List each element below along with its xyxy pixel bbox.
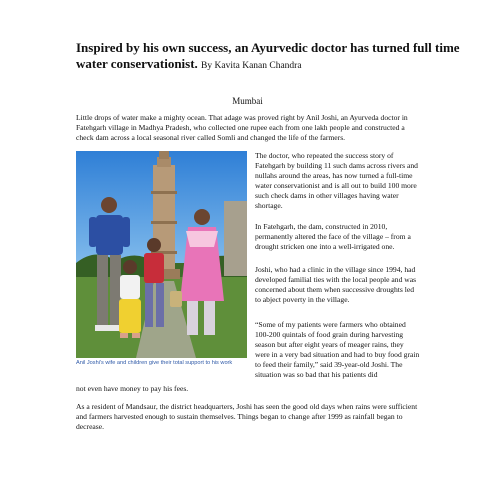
- family-photo: [76, 151, 247, 358]
- paragraph-intro: Little drops of water make a mighty ocean. That adage was proved right by Anil Joshi, an Ayurveda doctor in Fatehgarh village in Madhya Pradesh, who collected one rupee each from one lakh people and constructed a check dam across a local seasonal river called Somli and changed the life of the farmers.: [76, 113, 408, 142]
- paragraph-doctor: The doctor, who repeated the success story of Fatehgarh by building 11 such dams across rivers and nullahs around the areas, has now turned a full-time water conservationist and is all out to build 100 more such check dams in other villages having water shortage.: [255, 151, 418, 210]
- paragraph-clinic: Joshi, who had a clinic in the village since 1994, had developed familial ties with the local people and was concerned about them when successive droughts led to abject poverty in the village.: [255, 265, 417, 304]
- paragraph-dam: In Fatehgarh, the dam, constructed in 2010, permanently altered the face of the village – from a drought stricken one into a well-irrigated one.: [255, 222, 411, 251]
- paragraph-quote: “Some of my patients were farmers who obtained 100-200 quintals of food grain during harvesting season but after eight years of meager rains, they were in a very bad situation and had to buy food grain to feed their family,” said 39-year-old Joshi. The situation was so bad that his patients did: [255, 320, 420, 379]
- photo-caption: Anil Joshi's wife and children give their total support to his work: [76, 360, 233, 366]
- dateline: Mumbai: [232, 96, 263, 106]
- paragraph-fees: not even have money to pay his fees.: [76, 384, 189, 393]
- paragraph-mandsaur: As a resident of Mandsaur, the district headquarters, Joshi has seen the good old days when rains were sufficient and farmers harvested enough to sustain themselves. Things began to change after 1999 as rainfall began to decrease.: [76, 402, 418, 431]
- headline-text: Inspired by his own success, an Ayurvedic doctor has turned full time water conservationist.: [76, 40, 460, 71]
- byline: By Kavita Kanan Chandra: [201, 61, 302, 71]
- headline: [76, 40, 476, 74]
